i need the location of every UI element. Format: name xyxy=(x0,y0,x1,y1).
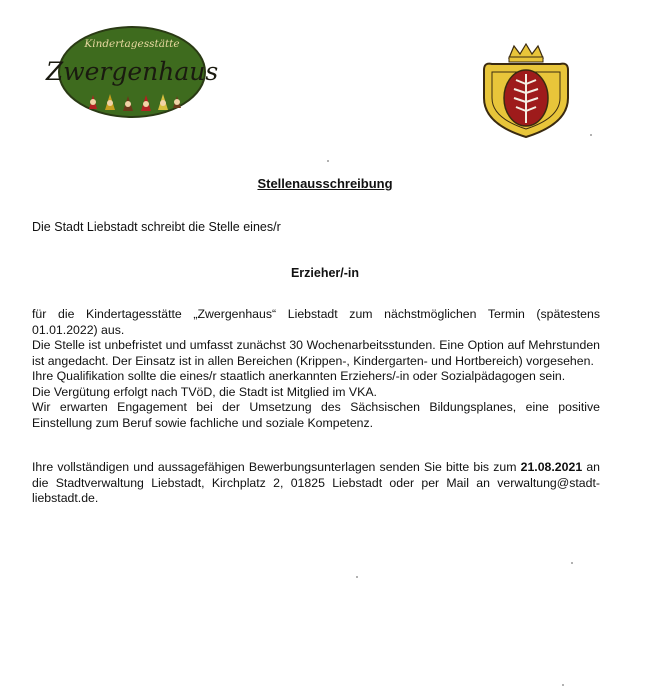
job-description xyxy=(32,307,600,431)
position-title: Erzieher/-in xyxy=(290,266,360,280)
kindergarten-logo xyxy=(45,25,219,119)
paragraph-expectations: Wir erwarten Engagement bei der Umsetzung des Sächsischen Bildungsplanes, eine positive Einstellung zum Beruf sowie fachliche und soziale Kompetenz. xyxy=(32,400,600,430)
scan-speck xyxy=(571,562,573,564)
scan-speck xyxy=(356,576,358,578)
paragraph-location: für die Kindertagesstätte „Zwergenhaus“ Liebstadt zum nächstmöglichen Termin (spätestens 01.01.2022) aus. xyxy=(32,307,600,337)
document-heading: Stellenausschreibung xyxy=(257,176,393,191)
scan-speck xyxy=(562,684,564,686)
apply-deadline: 21.08.2021 xyxy=(520,460,583,474)
logo-line2: Zwergenhaus xyxy=(45,57,219,86)
apply-text-before: Ihre vollständigen und aussagefähigen Bewerbungsunterlagen senden Sie bitte bis zum xyxy=(32,460,517,474)
paragraph-conditions: Die Stelle ist unbefristet und umfasst zunächst 30 Wochenarbeitsstunden. Eine Option auf Mehrstunden ist angedacht. Der Einsatz ist in allen Bereichen (Krippen-, Kindergarten- und Hortbereich) vorgesehen. xyxy=(32,338,600,368)
logo-line1: Kindertagesstätte xyxy=(84,38,180,50)
scan-speck xyxy=(590,134,592,136)
paragraph-qualification: Ihre Qualifikation sollte die eines/r staatlich anerkannten Erziehers/-in oder Sozialpädagogen sein. xyxy=(32,369,566,383)
intro-text: Die Stadt Liebstadt schreibt die Stelle eines/r xyxy=(32,220,281,234)
scan-speck xyxy=(327,160,329,162)
apply-text-after: an die Stadtverwaltung Liebstadt, Kirchplatz 2, 01825 Liebstadt oder per Mail an verwaltung@stadt-liebstadt.de. xyxy=(32,460,600,505)
application-info xyxy=(32,460,600,507)
paragraph-salary: Die Vergütung erfolgt nach TVöD, die Stadt ist Mitglied im VKA. xyxy=(32,384,377,399)
coat-of-arms-icon xyxy=(476,40,576,140)
